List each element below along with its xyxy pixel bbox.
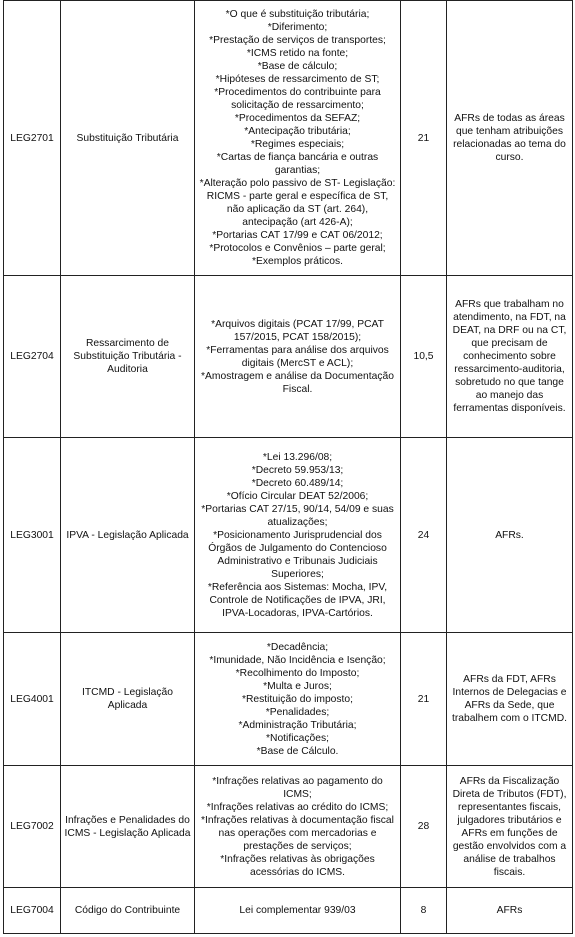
table-row [4, 438, 573, 633]
content-item: *Base de Cálculo. [256, 745, 339, 757]
content-item: *Protocolos e Convênios – parte geral; [209, 243, 386, 254]
course-name: Ressarcimento de Substituição Tributária - Auditoria [61, 276, 195, 438]
course-audience: AFRs da Fiscalização Direta de Tributos (FDT), representantes fiscais, julgadores tributários e AFRs em funções de gestão envolvidos com a análise de trabalhos fiscais. [447, 766, 573, 888]
course-audience: AFRs que trabalham no atendimento, na FDT, na DEAT, na DRF ou na CT, que precisam de conhecimento sobre ressarcimento-auditoria, sobretudo no que tange ao manejo das ferramentas disponíveis. [447, 276, 573, 438]
content-item: *Diferimento; [267, 22, 328, 33]
content-item: *Lei 13.296/08; [262, 451, 333, 463]
content-item: *Portarias CAT 17/99 e CAT 06/2012; [212, 230, 383, 241]
content-item: *Decadência; [266, 641, 329, 653]
course-content [195, 888, 401, 934]
content-item: *Antecipação tributária; [244, 126, 351, 137]
content-item: *Recolhimento do Imposto; [235, 667, 360, 679]
courses-table [3, 0, 573, 934]
course-code: LEG4001 [4, 633, 61, 766]
table-row [4, 888, 573, 934]
content-item: *Penalidades; [265, 706, 330, 718]
course-name: ITCMD - Legislação Aplicada [61, 633, 195, 766]
course-name: Infrações e Penalidades do ICMS - Legislação Aplicada [61, 766, 195, 888]
course-audience: AFRs da FDT, AFRs Internos de Delegacias e AFRs da Sede, que trabalhem com o ITCMD. [447, 633, 573, 766]
content-item: *Amostragem e análise da Documentação Fiscal. [201, 370, 394, 395]
course-code: LEG7004 [4, 888, 61, 934]
content-item: *Ferramentas para análise dos arquivos digitais (MercST e ACL); [206, 344, 389, 369]
course-name: IPVA - Legislação Aplicada [61, 438, 195, 633]
table-row [4, 276, 573, 438]
content-item: *Portarias CAT 27/15, 90/14, 54/09 e suas atualizações; [201, 503, 394, 528]
course-code: LEG3001 [4, 438, 61, 633]
content-item: *Prestação de serviços de transportes; [209, 35, 386, 46]
table-row [4, 1, 573, 276]
course-content [195, 1, 401, 276]
course-name: Substituição Tributária [61, 1, 195, 276]
content-item: *Notificações; [266, 732, 329, 744]
content-item: *Alteração polo passivo de ST- Legislação: RICMS - parte geral e específica de ST, não aplicação da ST (art. 264), antecipação (art 426-A); [199, 178, 396, 228]
course-code: LEG7002 [4, 766, 61, 888]
course-hours: 28 [401, 766, 447, 888]
content-item: *Cartas de fiança bancária e outras garantias; [216, 152, 379, 176]
content-item: *Decreto 59.953/13; [251, 464, 344, 476]
course-code: LEG2701 [4, 1, 61, 276]
course-hours: 21 [401, 1, 447, 276]
content-item: *Referência aos Sistemas: Mocha, IPV, Controle de Notificações de IPVA, JRI, IPVA-Locadoras, IPVA-Cartórios. [207, 581, 388, 619]
content-item: *ICMS retido na fonte; [246, 48, 349, 59]
course-audience: AFRs [447, 888, 573, 934]
content-item: *O que é substituição tributária; [225, 9, 370, 20]
course-audience: AFRs. [447, 438, 573, 633]
content-item: *Restituição do imposto; [241, 693, 354, 705]
content-item: *Posicionamento Jurisprudencial dos Órgãos de Julgamento do Contencioso Administrativo e Tribunais Judiciais Superiores; [208, 529, 387, 580]
course-content [195, 766, 401, 888]
content-item: *Procedimentos da SEFAZ; [234, 113, 361, 124]
content-item: *Infrações relativas à documentação fiscal nas operações com mercadorias e prestações de serviços; [201, 814, 394, 852]
content-item: *Infrações relativas às obrigações acessórias do ICMS. [220, 853, 375, 878]
content-item: *Multa e Juros; [263, 680, 332, 692]
content-item: *Administração Tributária; [238, 719, 357, 731]
content-item: *Procedimentos do contribuinte para solicitação de ressarcimento; [214, 87, 381, 111]
content-item: *Exemplos práticos. [252, 256, 343, 267]
course-content [195, 633, 401, 766]
content-item: *Infrações relativas ao crédito do ICMS; [206, 801, 389, 813]
content-item: *Decreto 60.489/14; [251, 477, 344, 489]
content-item: *Base de cálculo; [257, 61, 338, 72]
content-item: Lei complementar 939/03 [239, 905, 356, 916]
content-item: *Imunidade, Não Incidência e Isenção; [209, 654, 386, 666]
content-item: *Regimes especiais; [250, 139, 345, 150]
course-content [195, 438, 401, 633]
content-item: *Hipóteses de ressarcimento de ST; [215, 74, 380, 85]
course-name: Código do Contribuinte [61, 888, 195, 934]
table-row [4, 633, 573, 766]
course-hours: 8 [401, 888, 447, 934]
content-item: *Ofício Circular DEAT 52/2006; [226, 490, 369, 502]
course-content [195, 276, 401, 438]
content-item: *Arquivos digitais (PCAT 17/99, PCAT 157/2015, PCAT 158/2015); [211, 318, 384, 343]
course-audience: AFRs de todas as áreas que tenham atribuições relacionadas ao tema do curso. [447, 1, 573, 276]
course-hours: 10,5 [401, 276, 447, 438]
course-hours: 21 [401, 633, 447, 766]
table-row [4, 766, 573, 888]
course-hours: 24 [401, 438, 447, 633]
content-item: *Infrações relativas ao pagamento do ICMS; [212, 775, 383, 800]
course-code: LEG2704 [4, 276, 61, 438]
